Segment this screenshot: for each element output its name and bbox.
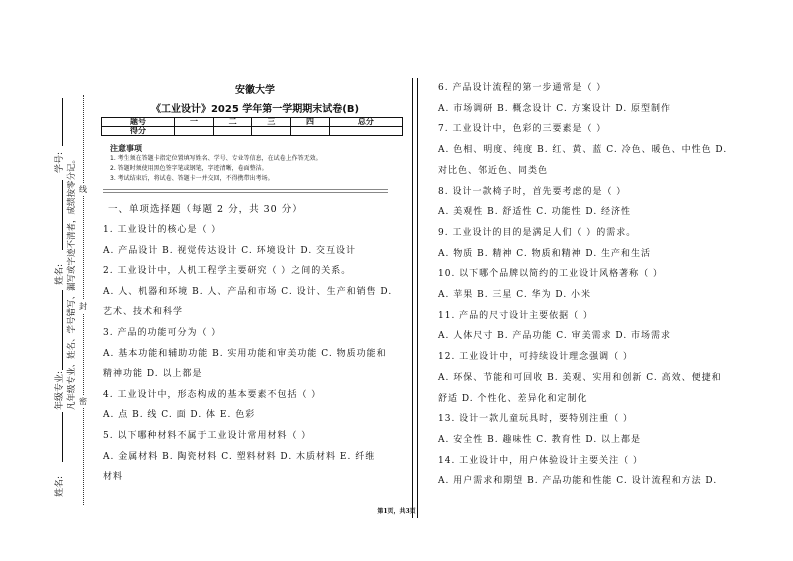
question-line: A. 安全性 B. 趣味性 C. 教育性 D. 以上都是 xyxy=(438,434,642,445)
question-line: A. 色相、明度、纯度 B. 红、黄、蓝 C. 冷色、暖色、中性色 D. xyxy=(438,145,728,156)
grade-major-label: 年级专业: xyxy=(55,370,65,410)
question-line: A. 产品设计 B. 视觉传达设计 C. 环境设计 D. 交互设计 xyxy=(103,245,357,256)
question-line: 9. 工业设计的目的是满足人们（ ）的需求。 xyxy=(438,227,637,238)
question-line: A. 市场调研 B. 概念设计 C. 方案设计 D. 原型制作 xyxy=(438,103,672,114)
notes-heading: 注意事项 xyxy=(110,144,142,153)
seal-mark: 密 xyxy=(79,397,87,406)
question-line: A. 金属材料 B. 陶瓷材料 C. 塑料材料 D. 木质材料 E. 纤维 xyxy=(103,451,376,462)
note-item: 1. 考生须在答题卡指定位置填写姓名、学号、专业等信息，在试卷上作答无效。 xyxy=(110,155,322,162)
question-line: A. 物质 B. 精神 C. 物质和精神 D. 生产和生活 xyxy=(438,248,652,259)
score-table-row xyxy=(102,127,403,136)
question-line: 舒适 D. 个性化、差异化和定制化 xyxy=(438,393,588,404)
note-item: 2. 答题时须使用黑色签字笔或钢笔，字迹清晰，卷面整洁。 xyxy=(110,165,268,172)
score-input-cell[interactable] xyxy=(252,127,291,136)
score-table-cell: 二 xyxy=(213,118,252,127)
note-item: 3. 考试结束后，将试卷、答题卡一并交回，不得携带出考场。 xyxy=(110,175,274,182)
question-line: A. 美观性 B. 舒适性 C. 功能性 D. 经济性 xyxy=(438,207,632,218)
question-line: A. 人体尺寸 B. 产品功能 C. 审美需求 D. 市场需求 xyxy=(438,331,672,342)
question-line: 14. 工业设计中，用户体验设计主要关注（ ） xyxy=(438,455,644,466)
question-line: 7. 工业设计中，色彩的三要素是（ ） xyxy=(438,124,607,135)
divider xyxy=(103,189,388,193)
exam-notes xyxy=(110,144,322,184)
score-table-cell: 一 xyxy=(175,118,214,127)
score-input-cell[interactable] xyxy=(291,127,330,136)
score-input-cell[interactable] xyxy=(213,127,252,136)
name-blank[interactable] xyxy=(62,180,63,250)
question-line: 8. 设计一款椅子时，首先要考虑的是（ ） xyxy=(438,186,627,197)
question-line: 12. 工业设计中，可持续设计理念强调（ ） xyxy=(438,352,634,363)
score-table-cell: 总分 xyxy=(329,118,402,127)
binding-notice: 凡年级专业、姓名、学号错写、漏写或字迹不清者，成绩按零分记。 xyxy=(67,154,77,410)
student-id-label: 学号: xyxy=(55,151,65,173)
score-table-row xyxy=(102,118,403,127)
question-line: A. 苹果 B. 三星 C. 华为 D. 小米 xyxy=(438,290,592,300)
score-table-cell: 三 xyxy=(252,118,291,127)
question-line: 11. 产品的尺寸设计主要依据（ ） xyxy=(438,310,594,321)
question-line: 10. 以下哪个品牌以简约的工业设计风格著称（ ） xyxy=(438,269,664,280)
question-line: 精神功能 D. 以上都是 xyxy=(103,369,203,380)
student-id-blank[interactable] xyxy=(62,98,63,146)
question-line: A. 基本功能和辅助功能 B. 实用功能和审美功能 C. 物质功能和 xyxy=(103,348,387,359)
question-line: A. 用户需求和期望 B. 产品功能和性能 C. 设计流程和方法 D. xyxy=(438,476,718,487)
question-line: 2. 工业设计中，人机工程学主要研究（ ）之间的关系。 xyxy=(103,266,352,277)
score-input-cell[interactable] xyxy=(329,127,402,136)
question-line: 13. 设计一款儿童玩具时，要特别注重（ ） xyxy=(438,414,634,425)
question-line: 4. 工业设计中，形态构成的基本要素不包括（ ） xyxy=(103,389,322,400)
column-separator xyxy=(412,78,413,518)
question-line: 6. 产品设计流程的第一步通常是（ ） xyxy=(438,83,607,93)
seal-mark: 线 xyxy=(79,185,87,194)
question-line: 1. 工业设计的核心是（ ） xyxy=(103,225,222,235)
score-table-cell: 题号 xyxy=(102,118,175,127)
name-label: 姓名: xyxy=(55,263,65,285)
bottom-name-label: 姓名: xyxy=(55,475,65,497)
score-table-cell: 得分 xyxy=(102,127,175,136)
seal-mark: 封 xyxy=(79,302,87,311)
column-separator xyxy=(417,78,418,518)
question-line: 艺术、技术和科学 xyxy=(103,307,184,318)
question-line: 3. 产品的功能可分为（ ） xyxy=(103,328,222,338)
score-table xyxy=(101,117,403,136)
question-line: 材料 xyxy=(103,472,124,483)
exam-title: 《工业设计》2025 学年第一学期期末试卷(B) xyxy=(150,104,360,115)
question-line: 对比色、邻近色、同类色 xyxy=(438,165,549,176)
university-name: 安徽大学 xyxy=(235,85,275,96)
page-number: 第1页，共3页 xyxy=(377,508,416,515)
question-line: A. 环保、节能和可回收 B. 美观、实用和创新 C. 高效、便捷和 xyxy=(438,372,722,383)
question-line: A. 点 B. 线 C. 面 D. 体 E. 色彩 xyxy=(103,410,256,421)
bottom-name-blank[interactable] xyxy=(62,412,63,462)
grade-major-blank[interactable] xyxy=(62,290,63,370)
score-table-cell: 四 xyxy=(291,118,330,127)
question-line: 5. 以下哪种材料不属于工业设计常用材料（ ） xyxy=(103,431,312,441)
question-line: A. 人、机器和环境 B. 人、产品和市场 C. 设计、生产和销售 D. xyxy=(103,286,393,297)
score-input-cell[interactable] xyxy=(175,127,214,136)
section-title: 一、单项选择题（每题 2 分，共 30 分） xyxy=(108,204,303,215)
